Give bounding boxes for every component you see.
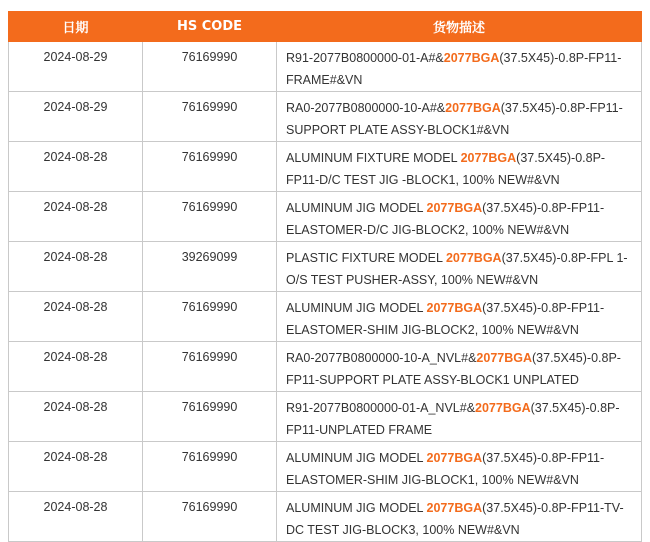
cell-description <box>277 42 642 92</box>
cell-description <box>277 242 642 292</box>
desc-prefix: ALUMINUM JIG MODEL <box>286 451 427 465</box>
table-row <box>9 42 642 92</box>
cell-description <box>277 192 642 242</box>
cell-hs-code: 39269099 <box>143 242 277 292</box>
cell-hs-code: 76169990 <box>143 192 277 242</box>
cell-description <box>277 92 642 142</box>
desc-suffix: (37.5X45)-0.8P-FP11-ELASTOMER-SHIM JIG-BLOCK2, 100% NEW#&VN <box>286 301 605 337</box>
cell-hs-code: 76169990 <box>143 92 277 142</box>
table-row <box>9 242 642 292</box>
header-description: 货物描述 <box>277 12 642 42</box>
cell-hs-code: 76169990 <box>143 292 277 342</box>
cell-date: 2024-08-29 <box>9 42 143 92</box>
cell-hs-code: 76169990 <box>143 442 277 492</box>
cell-date: 2024-08-29 <box>9 92 143 142</box>
desc-model-highlight: 2077BGA <box>476 351 533 365</box>
table-row <box>9 442 642 492</box>
desc-suffix: (37.5X45)-0.8P-FP11-ELASTOMER-D/C JIG-BLOCK2, 100% NEW#&VN <box>286 201 605 237</box>
desc-prefix: ALUMINUM JIG MODEL <box>286 501 427 515</box>
desc-model-highlight: 2077BGA <box>475 401 531 415</box>
cell-description <box>277 392 642 442</box>
cell-date: 2024-08-28 <box>9 292 143 342</box>
desc-model-highlight: 2077BGA <box>445 251 502 265</box>
table-row <box>9 492 642 542</box>
cell-description <box>277 342 642 392</box>
desc-suffix: (37.5X45)-0.8P-FP11-FRAME#&VN <box>286 51 622 87</box>
cell-hs-code: 76169990 <box>143 392 277 442</box>
table-row <box>9 192 642 242</box>
header-hs-code: HS CODE <box>143 12 277 42</box>
table-row <box>9 142 642 192</box>
desc-suffix: (37.5X45)-0.8P-FP11-TV-DC TEST JIG-BLOCK3, 100% NEW#&VN <box>286 501 624 537</box>
desc-prefix: RA0-2077B0800000-10-A#& <box>286 101 446 115</box>
cell-hs-code: 76169990 <box>143 42 277 92</box>
cell-description <box>277 292 642 342</box>
desc-suffix: (37.5X45)-0.8P-FP11-UNPLATED FRAME <box>286 401 620 437</box>
customs-records-table <box>8 11 642 542</box>
cell-date: 2024-08-28 <box>9 392 143 442</box>
cell-date: 2024-08-28 <box>9 342 143 392</box>
cell-hs-code: 76169990 <box>143 342 277 392</box>
desc-prefix: R91-2077B0800000-01-A#& <box>286 51 444 65</box>
desc-model-highlight: 2077BGA <box>460 151 517 165</box>
desc-prefix: RA0-2077B0800000-10-A_NVL#& <box>286 351 477 365</box>
desc-prefix: R91-2077B0800000-01-A_NVL#& <box>286 401 476 415</box>
desc-prefix: ALUMINUM JIG MODEL <box>286 201 427 215</box>
cell-description <box>277 442 642 492</box>
desc-suffix: (37.5X45)-0.8P-FP11-SUPPORT PLATE ASSY-BLOCK1#&VN <box>286 101 623 137</box>
cell-date: 2024-08-28 <box>9 442 143 492</box>
desc-prefix: ALUMINUM FIXTURE MODEL <box>286 151 461 165</box>
cell-description <box>277 492 642 542</box>
desc-model-highlight: 2077BGA <box>426 301 483 315</box>
header-date: 日期 <box>9 12 143 42</box>
desc-suffix: (37.5X45)-0.8P-FP11-D/C TEST JIG -BLOCK1, 100% NEW#&VN <box>286 151 606 187</box>
desc-model-highlight: 2077BGA <box>426 201 483 215</box>
desc-model-highlight: 2077BGA <box>426 501 483 515</box>
cell-description <box>277 142 642 192</box>
table-row <box>9 92 642 142</box>
table-row <box>9 342 642 392</box>
table-row <box>9 292 642 342</box>
cell-date: 2024-08-28 <box>9 142 143 192</box>
table-header-row <box>9 12 642 42</box>
cell-hs-code: 76169990 <box>143 492 277 542</box>
desc-model-highlight: 2077BGA <box>445 101 501 115</box>
desc-suffix: (37.5X45)-0.8P-FP11-SUPPORT PLATE ASSY-BLOCK1 UNPLATED <box>286 351 621 387</box>
cell-date: 2024-08-28 <box>9 192 143 242</box>
cell-date: 2024-08-28 <box>9 242 143 292</box>
table-row <box>9 392 642 442</box>
cell-hs-code: 76169990 <box>143 142 277 192</box>
desc-model-highlight: 2077BGA <box>443 51 500 65</box>
desc-prefix: ALUMINUM JIG MODEL <box>286 301 427 315</box>
desc-suffix: (37.5X45)-0.8P-FPL 1-O/S TEST PUSHER-ASSY, 100% NEW#&VN <box>286 251 628 287</box>
desc-prefix: PLASTIC FIXTURE MODEL <box>286 251 446 265</box>
desc-suffix: (37.5X45)-0.8P-FP11-ELASTOMER-SHIM JIG-BLOCK1, 100% NEW#&VN <box>286 451 605 487</box>
desc-model-highlight: 2077BGA <box>426 451 483 465</box>
cell-date: 2024-08-28 <box>9 492 143 542</box>
